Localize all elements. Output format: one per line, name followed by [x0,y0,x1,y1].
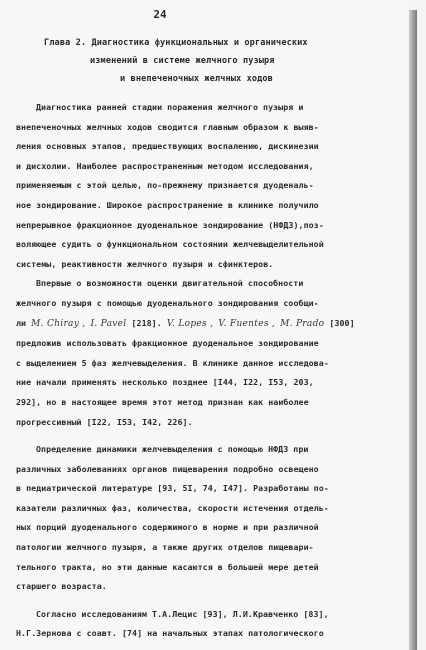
handwritten-author: M. Chiray , [31,318,86,329]
body-text [16,98,400,644]
paragraph-2 [16,274,400,432]
chapter-heading-line-2: изменений в системе желчного пузыря [90,56,275,66]
chapter-heading [44,34,364,88]
text-line: в педиатрической литературе [93, 5I, 74, I47]. Разработаны по- [16,483,329,494]
text-line: Согласно исследованиям Т.А.Лецис [93], Л.И.Кравченко [83], [36,608,329,619]
text-line: старшего возраста. [16,581,107,592]
text-line: ных порций дуоденального содержимого в норме и при различной [16,522,319,533]
handwritten-author: I. Pavel [90,318,127,329]
text-line: и дисхолии. Наиболее распространенным методом исследования, [16,160,314,171]
text-line: казатели различных фаз, количества, скорости истечения отдель- [16,502,329,513]
authors-prefix: ли [16,317,27,328]
text-line: 292], но в настоящее время этот метод признан как наиболее [16,396,309,407]
page-edge-shadow [409,10,417,650]
text-line: непрерывное фракционное дуоденальное зондирование (НФДЗ),поз- [16,219,324,230]
text-line: применяемым с этой целью, по-прежнему признается дуоденаль- [16,180,314,191]
text-line: ления основных этапов, предшествующих воспалению, дискинезии [16,141,319,152]
text-line: прогрессивный [I22, I53, I42, 226]. [16,416,193,427]
citation: [300] [329,317,355,328]
text-line: ное зондирование. Широкое распространение в клинике получило [16,199,319,210]
handwritten-author: V. Fuentes , [218,318,276,329]
handwritten-author: V. Lopes , [166,318,214,329]
text-line: предложив использовать фракционное дуоденальное зондирование [16,338,319,349]
text-line: Н.Г.Зернова с соавт. [74] на начальных этапах патологического [16,628,324,639]
text-line: Диагностика ранней стадии поражения желчного пузыря и [36,102,304,112]
text-line: с выделением 5 фаз желчевыделения. В клинике данное исследова- [16,357,329,368]
text-line: ние начали применять несколько позднее [I44, I22, I53, 203, [16,377,314,388]
text-line: тельного тракта, но эти данные касаются в большей мере детей [16,561,319,572]
text-line: патологии желчного пузыря, а также других отделов пищевари- [16,542,314,553]
text-line: различных заболеваниях органов пищеварения подробно освещено [16,463,319,474]
paragraph-4 [16,605,400,644]
text-line: Впервые о возможности оценки двигательной способности [36,278,304,289]
text-line: системы, реактивности желчного пузыря и сфинктеров. [16,258,274,269]
text-line: воляющее судить о функциональном состоянии желчевыделительной [16,239,324,250]
citation: [218]. [131,317,162,328]
page-number: 24 [153,8,167,21]
paragraph-3 [16,440,400,597]
paragraph-1 [16,98,400,274]
chapter-heading-line-1: Глава 2. Диагностика функциональных и органических [44,38,308,48]
text-line: внепеченочных желчных ходов сводится главным образом к выяв- [16,121,319,132]
text-line: желчного пузыря с помощью дуоденального зондирования сообщи- [16,297,319,308]
chapter-heading-line-3: и внепеченочных желчных ходов [120,74,273,84]
text-line: Определение динамики желчевыделения с помощью НФДЗ при [36,444,309,455]
handwritten-author: M. Prado [280,318,325,329]
handwritten-authors-line [16,314,400,335]
